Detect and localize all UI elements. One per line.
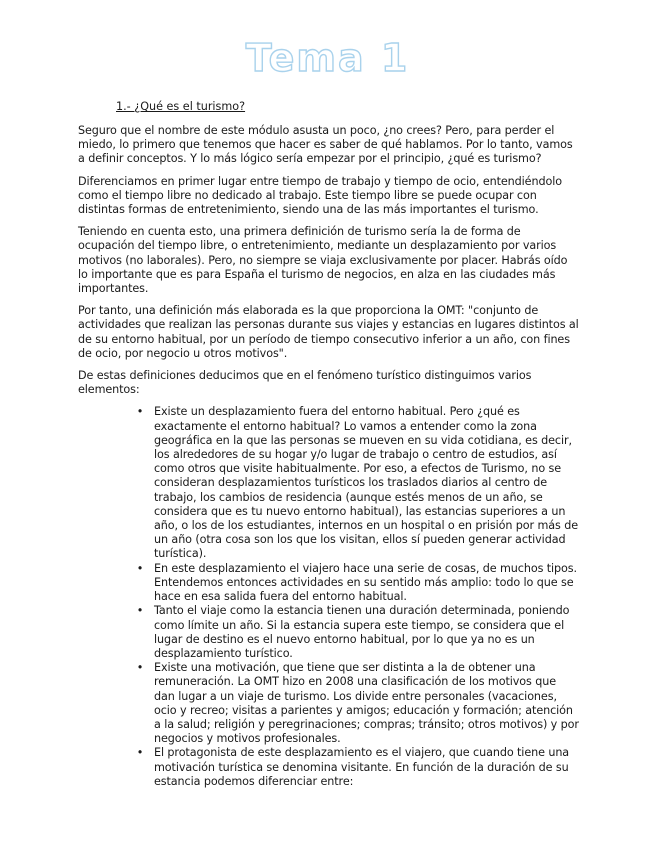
bullet-icon: •	[136, 604, 144, 618]
section-heading: 1.- ¿Qué es el turismo?	[116, 100, 246, 113]
list-item-text: Existe una motivación, que tiene que ser distinta a la de obtener una remuneración. La OMT hizo en 2008 una clasificación de los motivos que dan lugar a un viaje de turismo. Los divide entre personales (vacaciones, ocio y recreo; visitas a parientes y amigos; educación y formación; atención a la salud; religión y peregrinaciones; compras; tránsito; otros motivos) y por negocios y motivos profesionales.	[154, 661, 579, 746]
paragraph: De estas definiciones deducimos que en el fenómeno turístico distinguimos varios elementos:	[78, 369, 532, 397]
list-item-text: Existe un desplazamiento fuera del entorno habitual. Pero ¿qué es exactamente el entorno habitual? Lo vamos a entender como la zona geográfica en la que las personas se mueven en su vida cotidiana, es decir, los alrededores de su hogar y/o lugar de trabajo o centro de estudios, así como otros que visite habitualmente. Por eso, a efectos de Turismo, no se consideran desplazamientos turísticos los traslados diarios al centro de trabajo, los cambios de residencia (aunque estés menos de un año, se considera que es tu nuevo entorno habitual), las estancias superiores a un año, o los de los estudiantes, internos en un hospital o en prisión por más de un año (otra cosa son los que los visitan, ellos sí pueden generar actividad turística).	[154, 405, 579, 561]
paragraph: Por tanto, una definición más elaborada es la que proporciona la OMT: "conjunto de actividades que realizan las personas durante sus viajes y estancias en lugares distintos al de su entorno habitual, por un período de tiempo consecutivo inferior a un año, con fines de ocio, por negocio u otros motivos".	[78, 304, 579, 360]
bullet-icon: •	[136, 661, 144, 675]
bullet-icon: •	[136, 746, 144, 760]
paragraph: Teniendo en cuenta esto, una primera definición de turismo sería la de forma de ocupación del tiempo libre, o entretenimiento, mediante un desplazamiento por varios motivos (no laborales). Pero, no siempre se viaja exclusivamente por placer. Habrás oído lo importante que es para España el turismo de negocios, en alza en las ciudades más importantes.	[78, 225, 568, 296]
list-item-text: En este desplazamiento el viajero hace una serie de cosas, de muchos tipos. Entendemos entonces actividades en su sentido más amplio: todo lo que se hace en esa salida fuera del entorno habitual.	[154, 561, 577, 604]
page-title: Tema 1	[245, 36, 410, 80]
bullet-icon: •	[136, 561, 144, 575]
list-item	[78, 746, 580, 789]
list-item	[78, 604, 580, 661]
bullet-icon: •	[136, 405, 144, 419]
paragraph: Seguro que el nombre de este módulo asusta un poco, ¿no crees? Pero, para perder el miedo, lo primero que tenemos que hacer es saber de qué hablamos. Por lo tanto, vamos a definir conceptos. Y lo más lógico sería empezar por el principio, ¿qué es turismo?	[78, 124, 573, 166]
paragraph: Diferenciamos en primer lugar entre tiempo de trabajo y tiempo de ocio, entendiéndolo como el tiempo libre no dedicado al trabajo. Este tiempo libre se puede ocupar con distintas formas de entretenimiento, siendo una de las más importantes el turismo.	[78, 174, 562, 217]
list-item-text: El protagonista de este desplazamiento es el viajero, que cuando tiene una motivación turística se denomina visitante. En función de la duración de su estancia podemos diferenciar entre:	[154, 746, 570, 788]
list-item	[78, 405, 580, 561]
document-body	[78, 124, 580, 789]
list-item-text: Tanto el viaje como la estancia tienen una duración determinada, poniendo como límite un año. Si la estancia supera este tiempo, se considera que el lugar de destino es el nuevo entorno habitual, por lo que ya no es un desplazamiento turístico.	[154, 604, 570, 660]
bullet-list	[78, 405, 580, 788]
list-item	[78, 562, 580, 605]
list-item	[78, 661, 580, 746]
